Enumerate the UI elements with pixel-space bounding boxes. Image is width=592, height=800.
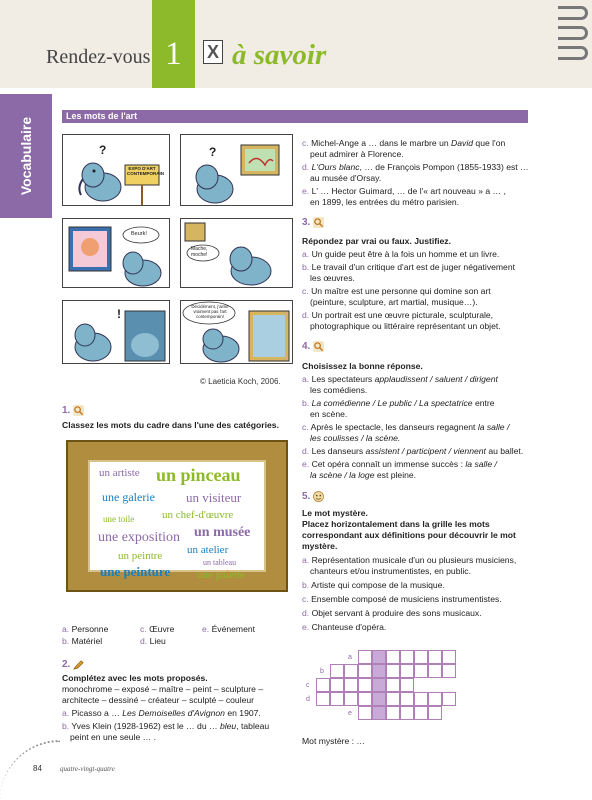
word-une-galerie: une galerie [102, 490, 155, 504]
grid-cell[interactable] [386, 706, 400, 720]
ex2-item-a: a. Picasso a … Les Demoiselles d'Avignon en 1907. [62, 708, 261, 718]
grid-cell[interactable] [442, 650, 456, 664]
ex1-category-a: a. Personne [62, 624, 109, 634]
comic-panel-3 [62, 218, 170, 288]
ex4-number: 4. [302, 341, 311, 352]
grid-cell[interactable] [400, 650, 414, 664]
checkbox-icon: X [203, 40, 223, 64]
grid-cell[interactable] [358, 664, 372, 678]
ex1-instruction: Classez les mots du cadre dans l'une des catégories. [62, 420, 279, 430]
grid-cell[interactable] [400, 706, 414, 720]
ex2-item-e: e. L' … Hector Guimard, … de l'« art nouveau » a … , [302, 186, 506, 196]
comic-strip [62, 134, 295, 364]
ex3-number: 3. [302, 217, 311, 228]
section-title: Les mots de l'art [62, 110, 528, 123]
ex4-heading [302, 340, 324, 353]
grid-cell[interactable] [386, 692, 400, 706]
ex5-item-a: a. Représentation musicale d'un ou plusieurs musiciens, [302, 555, 517, 565]
ex5-item-d: d. Objet servant à produire des sons musicaux. [302, 608, 482, 618]
ex5-item-b: b. Artiste qui compose de la musique. [302, 580, 445, 590]
grid-cell[interactable] [372, 678, 386, 692]
grid-cell[interactable] [316, 692, 330, 706]
vocabulaire-tab-label: Vocabulaire [17, 116, 34, 196]
ex3-item-b: b. Le travail d'un critique d'art est de juger négativement [302, 262, 516, 272]
grid-cell[interactable] [400, 664, 414, 678]
ex3-item-c-line2: (peinture, sculpture, art martial, musique…). [310, 297, 478, 307]
unit-number: 1 [152, 0, 195, 88]
ex2-item-c: c. Michel-Ange a … dans le marbre un David que l'on [302, 138, 506, 148]
grid-cell[interactable] [372, 664, 386, 678]
grid-row-label: b [320, 668, 324, 675]
word-une-peinture: une peinture [100, 564, 171, 579]
comic-panel-2 [180, 134, 293, 206]
ex5-item-a-line2: chanteurs et/ou instrumentistes, en public. [310, 566, 471, 576]
grid-cell[interactable] [414, 706, 428, 720]
mystery-word: Mot mystère : … [302, 736, 366, 746]
grid-cell[interactable] [400, 678, 414, 692]
ex5-item-e: e. Chanteuse d'opéra. [302, 622, 387, 632]
spiral-ring-icon [558, 6, 588, 20]
ex2-word-bank-2: architecte – dessiné – créateur – sculpté – couleur [62, 695, 255, 705]
word-un-artiste: un artiste [99, 467, 140, 479]
comic-copyright: © Laeticia Koch, 2006. [200, 377, 281, 386]
ex3-item-a: a. Un guide peut être à la fois un homme et un livre. [302, 249, 500, 259]
ex1-number: 1. [62, 405, 71, 416]
comic-panel-5 [62, 300, 170, 364]
grid-cell[interactable] [386, 664, 400, 678]
ex5-instruction-3: mystère. [302, 541, 338, 551]
grid-cell[interactable] [386, 650, 400, 664]
ex5-heading [302, 490, 324, 503]
grid-cell[interactable] [330, 692, 344, 706]
magnifier-icon [313, 217, 324, 228]
ex4-item-b-line2: en scène. [310, 409, 348, 419]
grid-row-label: e [348, 710, 352, 717]
grid-cell[interactable] [442, 692, 456, 706]
ex2-item-d: d. L'Ours blanc, … de François Pompon (1855-1933) est … [302, 162, 529, 172]
puzzle-face-icon [313, 491, 324, 502]
elephant-at-portrait-illustration [63, 219, 170, 288]
expo-sign-text: EXPO D'ART CONTEMPORAIN [127, 166, 164, 176]
word-un-pinceau: un pinceau [156, 465, 241, 485]
grid-cell[interactable] [330, 678, 344, 692]
bubble-mache: Mache, moche! [191, 246, 208, 258]
word-un-chef-doeuvre: un chef-d'œuvre [162, 509, 234, 521]
grid-cell[interactable] [372, 706, 386, 720]
spiral-ring-icon [558, 26, 588, 40]
bubble-beurk: Beurk! [131, 231, 147, 237]
ex2-number: 2. [62, 659, 71, 670]
page-number-words: quatre-vingt-quatre [60, 765, 115, 773]
word-un-tableau: un tableau [203, 558, 237, 567]
word-frame [66, 440, 288, 592]
grid-cell[interactable] [386, 678, 400, 692]
grid-cell[interactable] [428, 664, 442, 678]
elephant-at-painting-illustration [181, 135, 293, 206]
grid-cell[interactable] [414, 650, 428, 664]
word-une-exposition: une exposition [98, 530, 181, 545]
comic-panel-1 [62, 134, 170, 206]
ex2-item-b-line2: peint en une seule … . [70, 732, 156, 742]
question-mark: ? [99, 143, 107, 157]
ex3-item-d: d. Un portrait est une œuvre picturale, sculpturale, [302, 310, 494, 320]
ex4-item-d: d. Les danseurs assistent / participent / viennent au ballet. [302, 446, 524, 456]
grid-cell[interactable] [414, 692, 428, 706]
ex2-word-bank-1: monochrome – exposé – maître – peint – sculpture – [62, 684, 264, 694]
word-un-peintre: un peintre [118, 550, 163, 562]
grid-row-label: d [306, 696, 310, 703]
ex1-category-e: e. Événement [202, 624, 256, 634]
ex5-instruction-2: correspondant aux définitions pour découvrir le mot [302, 530, 516, 540]
ex5-item-c: c. Ensemble composé de musiciens instrumentistes. [302, 594, 502, 604]
word-frame-canvas [88, 460, 266, 581]
grid-row-label: c [306, 682, 310, 689]
comic-panel-6 [180, 300, 293, 364]
grid-cell[interactable] [372, 692, 386, 706]
ex2-item-e-line2: en 1899, les entrées du métro parisien. [310, 197, 460, 207]
decorative-dots [0, 740, 60, 800]
ex4-item-c: c. Après le spectacle, les danseurs regagnent la salle / [302, 422, 510, 432]
ex5-title: Le mot mystère. [302, 508, 368, 518]
grid-cell[interactable] [428, 692, 442, 706]
ex4-item-b: b. La comédienne / Le public / La spectatrice entre [302, 398, 495, 408]
ex1-category-d: d. Lieu [140, 636, 166, 646]
word-un-atelier: un atelier [187, 544, 229, 556]
header-a-savoir: à savoir [232, 39, 327, 71]
grid-cell[interactable] [400, 692, 414, 706]
grid-cell[interactable] [428, 706, 442, 720]
magnifier-icon [73, 405, 84, 416]
ex4-item-a-line2: les comédiens. [310, 385, 368, 395]
grid-cell[interactable] [358, 650, 372, 664]
ex5-instruction-1: Placez horizontalement dans la grille les mots [302, 519, 490, 529]
pencil-icon [73, 659, 84, 670]
ex4-item-e: e. Cet opéra connaît un immense succès : la salle / [302, 459, 497, 469]
ex2-item-b: b. Yves Klein (1928-1962) est le … du … bleu, tableau [62, 721, 270, 731]
grid-cell[interactable] [414, 664, 428, 678]
grid-row-label: a [348, 654, 352, 661]
ex3-item-d-line2: photographique ou littéraire représentant un objet. [310, 321, 501, 331]
word-un-musee: un musée [194, 525, 251, 540]
word-une-palette: une palette [197, 569, 245, 581]
ex3-instruction: Répondez par vrai ou faux. Justifiez. [302, 236, 451, 246]
ex1-category-c: c. Œuvre [140, 624, 175, 634]
grid-cell[interactable] [358, 692, 372, 706]
grid-cell[interactable] [316, 678, 330, 692]
ex3-item-b-line2: les œuvres. [310, 273, 355, 283]
ex5-number: 5. [302, 491, 311, 502]
grid-cell[interactable] [358, 678, 372, 692]
magnifier-icon [313, 341, 324, 352]
ex4-instruction: Choisissez la bonne réponse. [302, 361, 423, 371]
word-un-visiteur: un visiteur [186, 490, 242, 505]
grid-cell[interactable] [358, 706, 372, 720]
ex2-heading [62, 658, 84, 671]
question-mark: ? [209, 145, 217, 159]
ex3-heading [302, 216, 324, 229]
header-rendezvous: Rendez-vous [46, 46, 151, 68]
grid-cell[interactable] [330, 664, 344, 678]
ex1-category-b: b. Matériel [62, 636, 103, 646]
grid-cell[interactable] [344, 664, 358, 678]
mystery-word-grid [306, 650, 516, 730]
word-une-toile: une toile [103, 514, 135, 524]
grid-cell[interactable] [344, 678, 358, 692]
ex4-item-c-line2: les coulisses / la scène. [310, 433, 401, 443]
comic-panel-4 [180, 218, 293, 288]
ex1-heading [62, 404, 84, 417]
exclamation-mark: ! [117, 307, 121, 321]
ex2-item-d-line2: au musée d'Orsay. [310, 173, 382, 183]
grid-cell[interactable] [428, 650, 442, 664]
grid-cell[interactable] [344, 692, 358, 706]
ex4-item-a: a. Les spectateurs applaudissent / saluent / dirigent [302, 374, 498, 384]
page-number: 84 [33, 764, 42, 773]
grid-cell[interactable] [372, 650, 386, 664]
bubble-decidement: Décidément, j'aime vraiment pas l'art contemporain! [191, 304, 229, 319]
ex3-item-c: c. Un maître est une personne qui domine son art [302, 286, 491, 296]
ex2-item-c-line2: peut admirer à Florence. [310, 149, 404, 159]
ex2-instruction: Complétez avec les mots proposés. [62, 673, 208, 683]
ex4-item-e-line2: la scène / la loge est pleine. [310, 470, 417, 480]
grid-cell[interactable] [442, 664, 456, 678]
spiral-ring-icon [558, 46, 588, 60]
